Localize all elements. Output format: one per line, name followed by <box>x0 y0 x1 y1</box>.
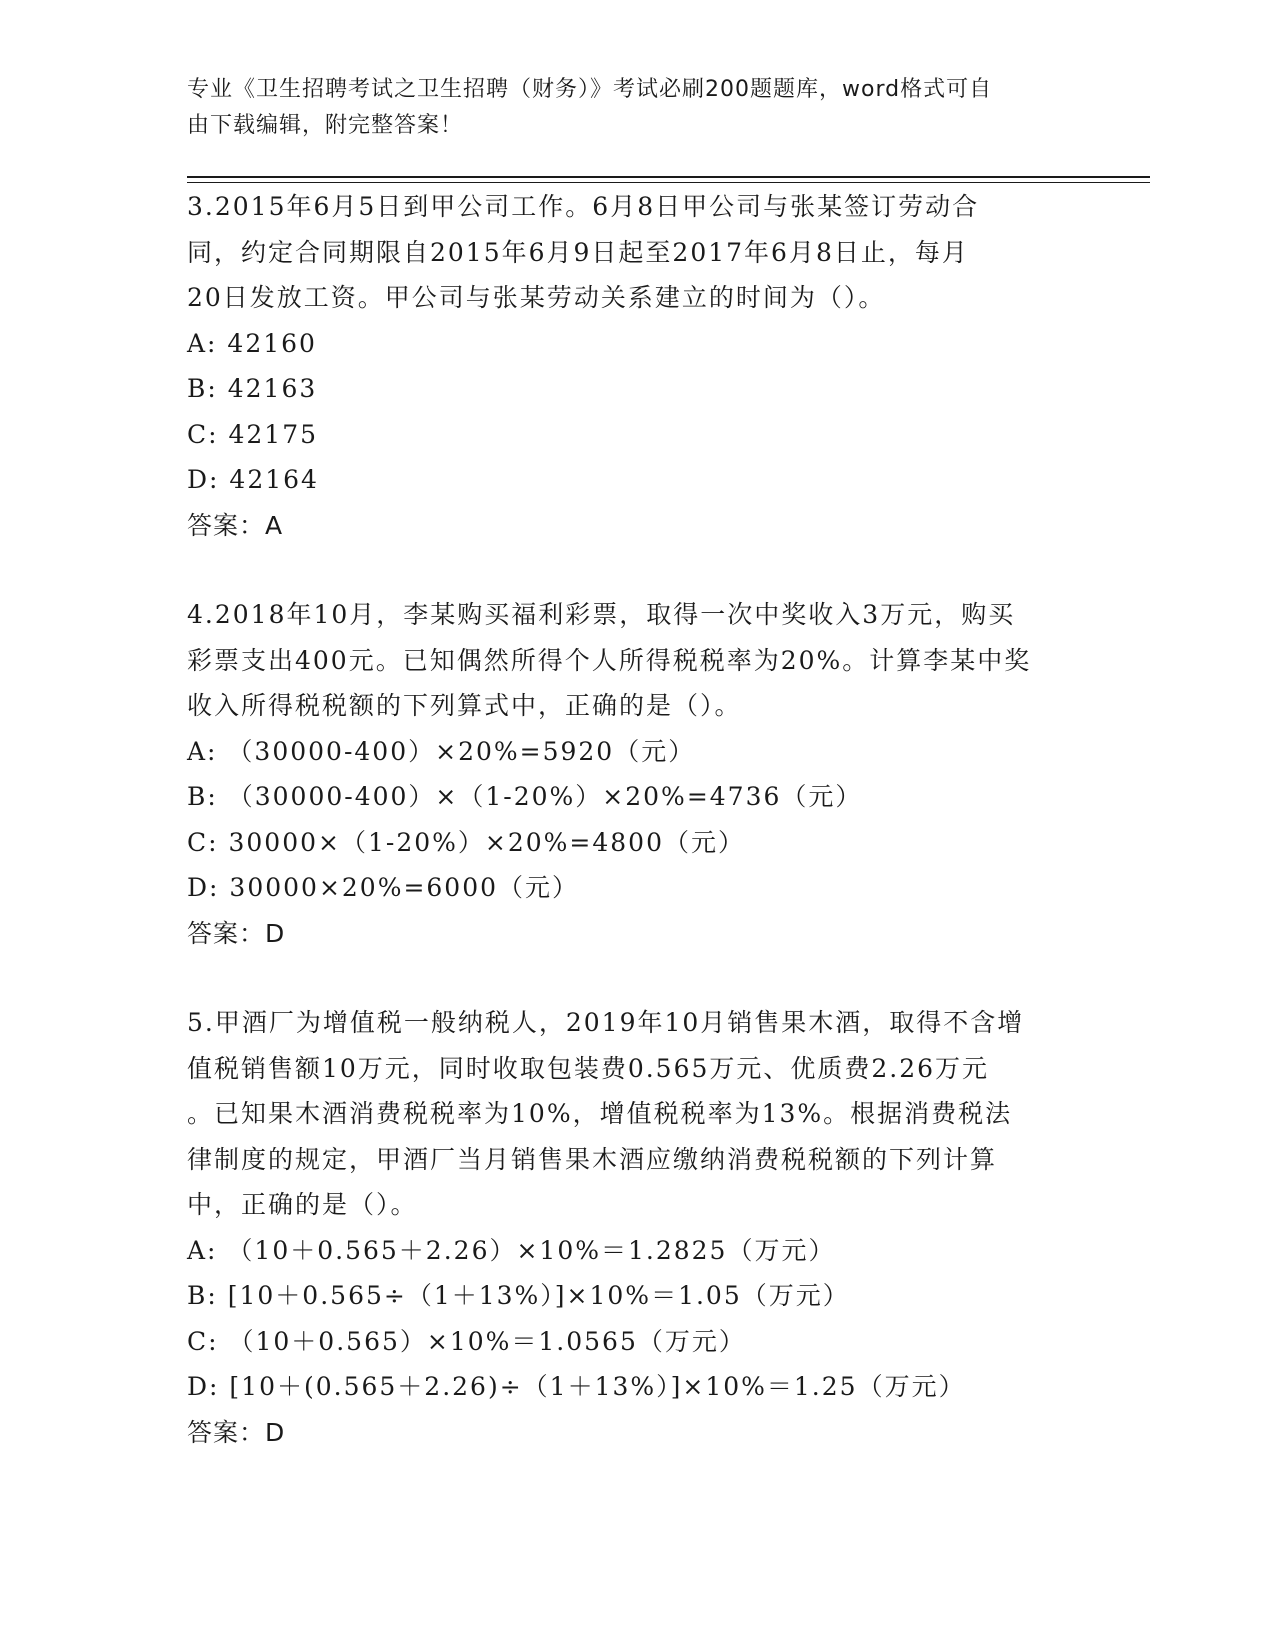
option-d: D: 42164 <box>187 465 319 494</box>
question-stem-line: 收入所得税税额的下列算式中，正确的是（）。 <box>187 691 742 720</box>
option-c: C: （10＋0.565）×10%＝1.0565（万元） <box>187 1326 746 1356</box>
question-stem-line: 5.甲酒厂为增值税一般纳税人，2019年10月销售果木酒，取得不含增 <box>187 1008 1025 1037</box>
option-a: A: （10＋0.565＋2.26）×10%＝1.2825（万元） <box>187 1235 836 1265</box>
option-a: A: （30000-400）×20%=5920（元） <box>187 736 696 766</box>
option-b: B: （30000-400）×（1-20%）×20%=4736（元） <box>187 782 863 811</box>
question-stem-line: 中，正确的是（）。 <box>187 1190 418 1219</box>
question-stem-line: 值税销售额10万元，同时收取包装费0.565万元、优质费2.26万元 <box>187 1053 990 1083</box>
question-stem-line: 律制度的规定，甲酒厂当月销售果木酒应缴纳消费税税额的下列计算 <box>187 1144 998 1174</box>
option-b: B: 42163 <box>187 374 318 403</box>
answer-line: 答案：A <box>187 510 284 540</box>
option-b: B: [10＋0.565÷（1＋13%）]×10%＝1.05（万元） <box>187 1281 850 1310</box>
option-c: C: 30000×（1-20%）×20%=4800（元） <box>187 827 745 857</box>
question-4 <box>187 592 1087 956</box>
option-a: A: 42160 <box>187 328 317 358</box>
question-stem-line: 。已知果木酒消费税税率为10%，增值税税率为13%。根据消费税法 <box>187 1099 1013 1128</box>
option-d: D: 30000×20%=6000（元） <box>187 873 580 902</box>
answer-line: 答案：D <box>187 1417 286 1447</box>
header-divider-thin <box>187 182 1150 183</box>
question-stem-line: 彩票支出400元。已知偶然所得个人所得税税率为20%。计算李某中奖 <box>187 645 1032 675</box>
question-stem-line: 同，约定合同期限自2015年6月9日起至2017年6月8日止，每月 <box>187 237 969 267</box>
question-stem-line: 4.2018年10月，李某购买福利彩票，取得一次中奖收入3万元，购买 <box>187 600 1016 629</box>
option-c: C: 42175 <box>187 419 319 449</box>
question-3 <box>187 184 1087 548</box>
answer-line: 答案：D <box>187 918 286 948</box>
header-line-1: 专业《卫生招聘考试之卫生招聘（财务）》考试必刷200题题库，word格式可自 <box>187 77 993 102</box>
question-5 <box>187 1000 1087 1455</box>
header-line-2: 由下载编辑，附完整答案！ <box>187 113 464 138</box>
question-stem-line: 20日发放工资。甲公司与张某劳动关系建立的时间为（）。 <box>187 283 886 312</box>
option-d: D: [10＋(0.565＋2.26)÷（1＋13%）]×10%＝1.25（万元） <box>187 1372 966 1401</box>
question-stem-line: 3.2015年6月5日到甲公司工作。6月8日甲公司与张某签订劳动合 <box>187 192 980 221</box>
document-header <box>187 72 1067 144</box>
header-divider-thick <box>187 176 1150 178</box>
